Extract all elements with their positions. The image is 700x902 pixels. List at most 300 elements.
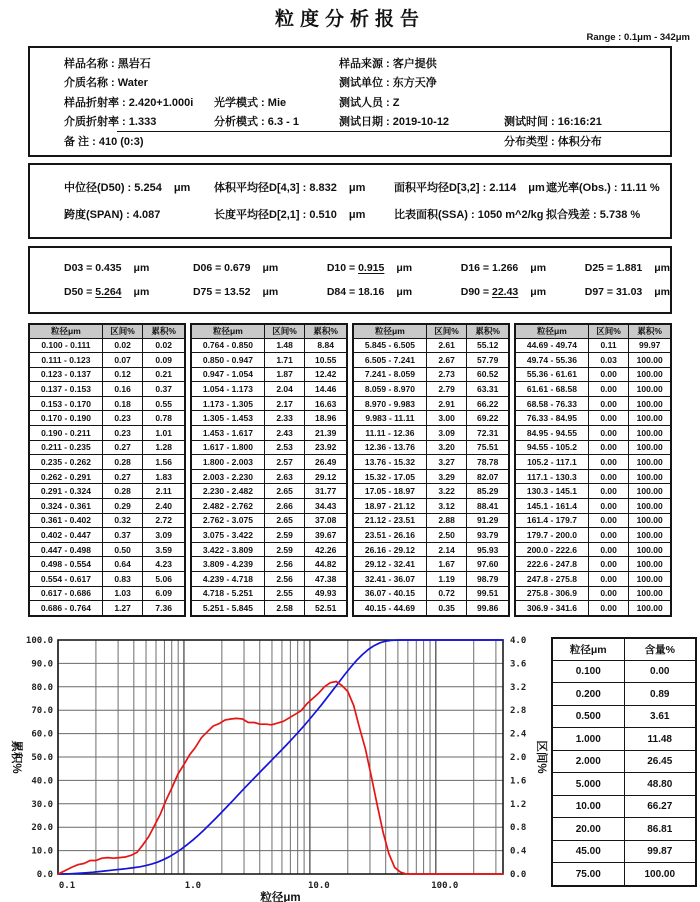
table-cell: 2.61 [426, 338, 467, 353]
table-cell: 0.617 - 0.686 [29, 586, 102, 601]
table-cell: 0.00 [588, 469, 629, 484]
table-row [191, 338, 347, 353]
y-left-tick-label: 10.0 [31, 846, 53, 857]
info-row [64, 112, 670, 132]
table-cell: 7.36 [143, 601, 185, 616]
table-cell: 100.00 [629, 367, 671, 382]
dvalue-value: 5.264 [95, 285, 122, 298]
table-cell: 10.00 [552, 795, 624, 818]
column-header: 含量% [624, 638, 696, 661]
info-field [64, 74, 339, 90]
field-unit: μm [530, 285, 547, 298]
field-label: 体积平均径D[4,3] : [214, 182, 310, 194]
table-cell: 0.200 [552, 683, 624, 706]
table-cell: 95.93 [467, 542, 509, 557]
table-cell: 7.241 - 8.059 [353, 367, 426, 382]
y-left-tick-label: 50.0 [31, 752, 53, 763]
table-row [29, 513, 185, 528]
table-cell: 1.453 - 1.617 [191, 426, 264, 441]
field-unit: μm [654, 285, 671, 298]
table-cell: 0.03 [588, 353, 629, 368]
field-label: 样品来源 : [339, 57, 393, 70]
y-right-tick-label: 2.8 [510, 705, 527, 716]
y-left-tick-label: 70.0 [31, 705, 53, 716]
table-cell: 2.003 - 2.230 [191, 469, 264, 484]
table-row [515, 586, 671, 601]
table-row [552, 750, 696, 773]
dvalue-name: D25 = [584, 261, 616, 274]
table-cell: 2.66 [264, 499, 305, 514]
info-field [504, 133, 670, 149]
table-row [353, 542, 509, 557]
table-cell: 0.00 [588, 513, 629, 528]
table-cell: 2.55 [264, 586, 305, 601]
y-left-tick-label: 20.0 [31, 822, 53, 833]
table-cell: 26.16 - 29.12 [353, 542, 426, 557]
table-cell: 99.86 [467, 601, 509, 616]
table-cell: 1.83 [143, 469, 185, 484]
dvalue-value: 31.03 [615, 285, 643, 298]
table-cell: 29.12 - 32.41 [353, 557, 426, 572]
table-cell: 0.291 - 0.324 [29, 484, 102, 499]
table-cell: 145.1 - 161.4 [515, 499, 588, 514]
table-cell: 100.00 [629, 455, 671, 470]
table-cell: 36.07 - 40.15 [353, 586, 426, 601]
table-cell: 11.48 [624, 728, 696, 751]
field-unit: μm [530, 261, 547, 274]
y-right-tick-label: 2.4 [510, 729, 527, 740]
table-cell: 2.59 [264, 528, 305, 543]
x-tick-label: 0.1 [58, 880, 76, 891]
table-cell: 247.8 - 275.8 [515, 572, 588, 587]
table-cell: 0.27 [102, 440, 143, 455]
field-value: 4.087 [132, 209, 161, 221]
table-header-row [552, 638, 696, 661]
table-cell: 0.29 [102, 499, 143, 514]
table-cell: 2.53 [264, 440, 305, 455]
info-field [64, 94, 214, 110]
table-row [552, 660, 696, 683]
field-value: Mie [267, 96, 287, 109]
table-cell: 88.41 [467, 499, 509, 514]
table-cell: 18.96 [305, 411, 347, 426]
column-header: 累积% [629, 324, 671, 339]
table-cell: 1.305 - 1.453 [191, 411, 264, 426]
table-cell: 0.64 [102, 557, 143, 572]
y-right-tick-label: 1.6 [510, 776, 527, 787]
table-cell: 21.12 - 23.51 [353, 513, 426, 528]
distribution-table-4 [514, 323, 672, 617]
table-cell: 55.12 [467, 338, 509, 353]
distribution-chart [0, 628, 548, 902]
table-header-row [353, 324, 509, 339]
table-cell: 0.190 - 0.211 [29, 426, 102, 441]
dvalue-field [461, 262, 585, 274]
table-cell: 84.95 - 94.55 [515, 426, 588, 441]
table-cell: 0.170 - 0.190 [29, 411, 102, 426]
info-field [64, 55, 339, 71]
column-header: 粒径μm [353, 324, 426, 339]
table-cell: 179.7 - 200.0 [515, 528, 588, 543]
table-row [191, 426, 347, 441]
chart-section [0, 628, 700, 902]
table-cell: 68.58 - 76.33 [515, 396, 588, 411]
table-cell: 98.79 [467, 572, 509, 587]
table-cell: 1.28 [143, 440, 185, 455]
table-cell: 75.51 [467, 440, 509, 455]
table-row [515, 382, 671, 397]
table-cell: 0.32 [102, 513, 143, 528]
table-row [191, 557, 347, 572]
table-cell: 2.000 [552, 750, 624, 773]
table-cell: 5.845 - 6.505 [353, 338, 426, 353]
table-cell: 0.361 - 0.402 [29, 513, 102, 528]
table-row [29, 542, 185, 557]
table-cell: 0.947 - 1.054 [191, 367, 264, 382]
table-row [29, 353, 185, 368]
table-cell: 16.63 [305, 396, 347, 411]
dvalue-row [64, 256, 670, 280]
table-row [515, 513, 671, 528]
table-cell: 8.059 - 8.970 [353, 382, 426, 397]
info-field [339, 94, 670, 110]
page-title: 粒度分析报告 [274, 9, 425, 30]
column-header: 粒径μm [191, 324, 264, 339]
table-cell: 57.79 [467, 353, 509, 368]
sample-info-box [28, 46, 672, 157]
info-field [339, 55, 670, 71]
table-cell: 29.12 [305, 469, 347, 484]
table-cell: 44.82 [305, 557, 347, 572]
table-cell: 0.235 - 0.262 [29, 455, 102, 470]
table-row [29, 484, 185, 499]
table-row [552, 795, 696, 818]
info-field [214, 113, 339, 129]
table-cell: 100.00 [629, 484, 671, 499]
dvalue-name: D97 = [584, 285, 616, 298]
dvalue-row [64, 280, 670, 304]
table-cell: 69.22 [467, 411, 509, 426]
table-cell: 1.03 [102, 586, 143, 601]
table-cell: 2.482 - 2.762 [191, 499, 264, 514]
table-cell: 3.61 [624, 705, 696, 728]
table-row [29, 396, 185, 411]
dvalue-field [193, 262, 327, 274]
table-cell: 93.79 [467, 528, 509, 543]
range-note: Range : 0.1μm - 342μm [586, 32, 690, 43]
distribution-table-1 [28, 323, 186, 617]
table-cell: 2.58 [264, 601, 305, 616]
table-cell: 23.92 [305, 440, 347, 455]
table-cell: 1.054 - 1.173 [191, 382, 264, 397]
table-row [191, 455, 347, 470]
table-row [552, 773, 696, 796]
table-cell: 3.422 - 3.809 [191, 542, 264, 557]
field-label: 分布类型 : [504, 135, 558, 148]
table-cell: 26.49 [305, 455, 347, 470]
table-row [191, 528, 347, 543]
x-tick-label: 10.0 [308, 880, 330, 891]
y-right-tick-label: 3.6 [510, 659, 527, 670]
dvalue-field [461, 286, 585, 298]
dvalue-field [585, 286, 670, 298]
dvalue-field [327, 286, 461, 298]
table-row [353, 426, 509, 441]
table-cell: 60.52 [467, 367, 509, 382]
table-row [353, 572, 509, 587]
table-cell: 5.251 - 5.845 [191, 601, 264, 616]
field-label: 跨度(SPAN) : [64, 209, 133, 221]
table-cell: 0.35 [426, 601, 467, 616]
dvalue-value: 0.915 [358, 261, 385, 274]
table-row [29, 469, 185, 484]
table-cell: 2.59 [264, 542, 305, 557]
table-cell: 86.81 [624, 818, 696, 841]
field-value: 2019-10-12 [392, 116, 450, 129]
table-cell: 100.00 [629, 426, 671, 441]
table-cell: 0.28 [102, 455, 143, 470]
table-cell: 72.31 [467, 426, 509, 441]
table-cell: 100.00 [629, 411, 671, 426]
table-row [353, 586, 509, 601]
table-cell: 0.23 [102, 411, 143, 426]
field-value: 2.114 [489, 182, 517, 194]
table-cell: 91.29 [467, 513, 509, 528]
table-row [29, 586, 185, 601]
table-row [552, 683, 696, 706]
field-value: 410 (0:3) [98, 135, 144, 148]
table-cell: 130.3 - 145.1 [515, 484, 588, 499]
info-row [64, 92, 670, 112]
table-cell: 0.21 [143, 367, 185, 382]
table-cell: 3.809 - 4.239 [191, 557, 264, 572]
table-row [29, 338, 185, 353]
table-row [515, 484, 671, 499]
table-cell: 14.46 [305, 382, 347, 397]
table-cell: 1.48 [264, 338, 305, 353]
table-cell: 48.80 [624, 773, 696, 796]
field-label: 测试单位 : [339, 77, 393, 90]
field-unit: μm [654, 261, 671, 274]
stat-field [64, 179, 214, 195]
dvalue-name: D03 = [64, 261, 96, 274]
field-value: 16:16:21 [557, 116, 602, 129]
column-header: 粒径μm [552, 638, 624, 661]
field-label: 分析模式 : [214, 116, 268, 129]
y-left-tick-label: 100.0 [25, 635, 53, 646]
table-cell: 1.71 [264, 353, 305, 368]
dvalue-value: 18.16 [358, 285, 385, 298]
table-row [353, 440, 509, 455]
table-cell: 2.11 [143, 484, 185, 499]
table-cell: 8.84 [305, 338, 347, 353]
table-cell: 21.39 [305, 426, 347, 441]
table-row [353, 353, 509, 368]
table-cell: 0.262 - 0.291 [29, 469, 102, 484]
table-row [552, 728, 696, 751]
table-cell: 52.51 [305, 601, 347, 616]
field-value: 客户提供 [392, 57, 437, 70]
table-cell: 3.12 [426, 499, 467, 514]
table-row [191, 396, 347, 411]
column-header: 累积% [143, 324, 185, 339]
stat-field [546, 179, 670, 195]
table-cell: 0.00 [588, 557, 629, 572]
table-cell: 0.00 [624, 660, 696, 683]
table-cell: 6.09 [143, 586, 185, 601]
table-cell: 0.50 [102, 542, 143, 557]
field-label: 样品折射率 : [64, 96, 129, 109]
table-row [29, 572, 185, 587]
field-value: Z [392, 96, 400, 109]
table-cell: 100.00 [629, 542, 671, 557]
table-cell: 0.00 [588, 367, 629, 382]
table-cell: 100.00 [629, 528, 671, 543]
table-row [29, 601, 185, 616]
table-row [191, 484, 347, 499]
table-cell: 0.78 [143, 411, 185, 426]
table-cell: 2.79 [426, 382, 467, 397]
table-cell: 0.89 [624, 683, 696, 706]
table-cell: 0.211 - 0.235 [29, 440, 102, 455]
table-cell: 47.38 [305, 572, 347, 587]
table-cell: 2.67 [426, 353, 467, 368]
table-cell: 82.07 [467, 469, 509, 484]
table-cell: 9.983 - 11.11 [353, 411, 426, 426]
table-row [353, 601, 509, 616]
table-cell: 2.56 [264, 572, 305, 587]
y-left-tick-label: 30.0 [31, 799, 53, 810]
table-cell: 100.00 [629, 440, 671, 455]
x-axis-label: 粒径μm [260, 891, 301, 902]
field-label: 介质折射率 : [64, 116, 129, 129]
table-cell: 0.18 [102, 396, 143, 411]
table-cell: 2.50 [426, 528, 467, 543]
field-unit: μm [262, 261, 279, 274]
info-field [504, 113, 670, 129]
dvalue-name: D75 = [192, 285, 225, 298]
table-cell: 17.05 - 18.97 [353, 484, 426, 499]
table-cell: 0.00 [588, 601, 629, 616]
field-value: 体积分布 [557, 135, 602, 148]
dvalue-value: 22.43 [491, 285, 519, 298]
y-right-tick-label: 2.0 [510, 752, 527, 763]
field-label: 样品名称 : [64, 57, 118, 70]
table-header-row [29, 324, 185, 339]
dvalue-field [327, 262, 461, 274]
table-cell: 31.77 [305, 484, 347, 499]
table-cell: 0.83 [102, 572, 143, 587]
table-cell: 0.00 [588, 455, 629, 470]
field-label: 拟合残差 : [546, 209, 600, 221]
table-cell: 0.123 - 0.137 [29, 367, 102, 382]
distribution-tables [28, 323, 672, 617]
table-cell: 0.55 [143, 396, 185, 411]
column-header: 粒径μm [29, 324, 102, 339]
table-cell: 3.00 [426, 411, 467, 426]
table-header-row [515, 324, 671, 339]
table-cell: 26.45 [624, 750, 696, 773]
table-cell: 2.17 [264, 396, 305, 411]
table-row [353, 367, 509, 382]
table-row [515, 528, 671, 543]
table-cell: 0.498 - 0.554 [29, 557, 102, 572]
info-field [64, 133, 504, 149]
column-header: 区间% [588, 324, 629, 339]
table-cell: 1.800 - 2.003 [191, 455, 264, 470]
table-cell: 97.60 [467, 557, 509, 572]
table-row [191, 440, 347, 455]
table-cell: 4.23 [143, 557, 185, 572]
y-left-tick-label: 80.0 [31, 682, 53, 693]
table-cell: 0.402 - 0.447 [29, 528, 102, 543]
table-cell: 0.00 [588, 396, 629, 411]
table-cell: 2.88 [426, 513, 467, 528]
y-left-axis-label: 累积% [10, 740, 22, 774]
field-value: 0.510 [309, 209, 337, 221]
table-cell: 99.87 [624, 840, 696, 863]
table-row [353, 513, 509, 528]
table-cell: 100.00 [629, 382, 671, 397]
table-cell: 1.56 [143, 455, 185, 470]
dvalue-name: D90 = [460, 285, 492, 298]
field-value: Water [117, 77, 148, 90]
field-label: 介质名称 : [64, 77, 118, 90]
table-cell: 100.00 [629, 601, 671, 616]
table-row [29, 367, 185, 382]
dvalues-box [28, 246, 672, 314]
table-cell: 2.57 [264, 455, 305, 470]
dvalue-field [64, 286, 193, 298]
dvalue-name: D16 = [460, 261, 492, 274]
table-cell: 2.04 [264, 382, 305, 397]
table-cell: 45.00 [552, 840, 624, 863]
table-row [515, 411, 671, 426]
table-cell: 306.9 - 341.6 [515, 601, 588, 616]
table-cell: 1.173 - 1.305 [191, 396, 264, 411]
table-cell: 0.00 [588, 528, 629, 543]
table-cell: 0.37 [143, 382, 185, 397]
table-cell: 12.42 [305, 367, 347, 382]
table-row [29, 440, 185, 455]
field-unit: μm [348, 182, 366, 194]
table-cell: 0.16 [102, 382, 143, 397]
table-cell: 100.00 [629, 572, 671, 587]
info-field [214, 94, 339, 110]
info-row [64, 73, 670, 93]
table-row [29, 411, 185, 426]
field-value: 11.11 % [620, 182, 660, 194]
table-cell: 0.850 - 0.947 [191, 353, 264, 368]
y-right-tick-label: 1.2 [510, 799, 527, 810]
table-cell: 3.075 - 3.422 [191, 528, 264, 543]
table-cell: 105.2 - 117.1 [515, 455, 588, 470]
stat-row [64, 201, 670, 228]
table-row [353, 484, 509, 499]
field-label: 长度平均径D[2,1] : [214, 209, 310, 221]
table-cell: 40.15 - 44.69 [353, 601, 426, 616]
dvalue-name: D84 = [326, 285, 359, 298]
table-row [515, 469, 671, 484]
table-cell: 0.11 [588, 338, 629, 353]
table-cell: 100.00 [629, 513, 671, 528]
table-cell: 0.111 - 0.123 [29, 353, 102, 368]
table-cell: 117.1 - 130.3 [515, 469, 588, 484]
table-cell: 1.87 [264, 367, 305, 382]
field-label: 中位径(D50) : [64, 182, 135, 194]
table-cell: 2.63 [264, 469, 305, 484]
column-header: 区间% [264, 324, 305, 339]
